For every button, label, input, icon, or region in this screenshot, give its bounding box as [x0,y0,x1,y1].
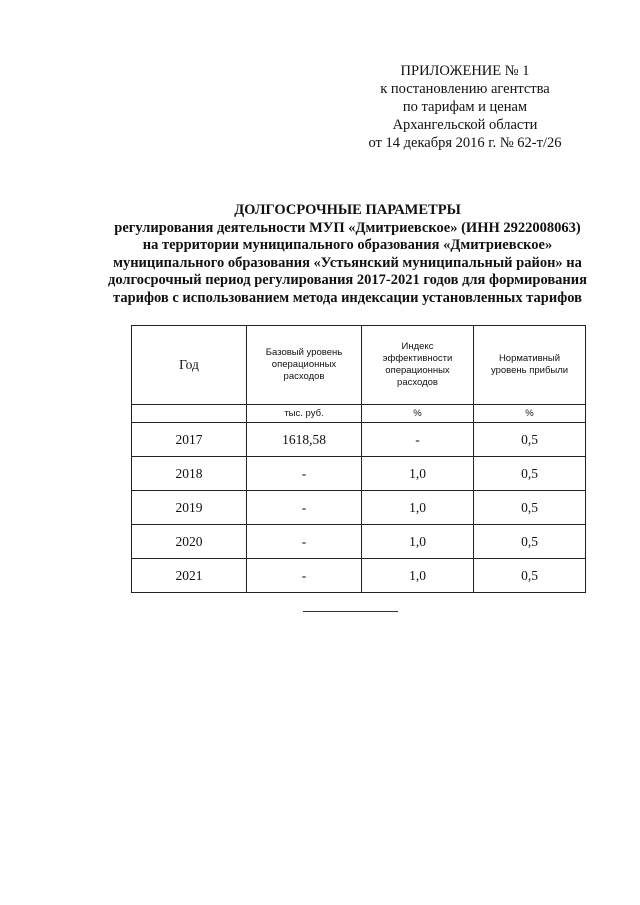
table-row [132,457,586,491]
header-text: расходов [397,377,438,388]
appendix-line: к постановлению агентства [380,81,550,97]
profit-level-cell: 0,5 [474,559,586,593]
table-header-row [132,326,586,405]
header-text: операционных [271,359,337,370]
table-row [132,525,586,559]
base-costs-cell: 1618,58 [247,423,362,457]
header-efficiency-index [362,326,474,405]
unit-cell: тыс. руб. [247,405,362,423]
table-row [132,559,586,593]
unit-cell: % [474,405,586,423]
header-text: Базовый уровень [265,347,343,358]
efficiency-index-cell: 1,0 [362,559,474,593]
efficiency-index-cell: 1,0 [362,525,474,559]
header-text: расходов [283,371,325,382]
parameters-table [131,325,586,593]
header-text: операционных [385,365,450,376]
appendix-block [330,62,600,152]
separator-line [303,611,398,612]
base-costs-cell: - [247,525,362,559]
profit-level-cell: 0,5 [474,423,586,457]
header-text: Индекс [401,341,434,352]
year-cell: 2017 [132,423,247,457]
table-units-row [132,405,586,423]
document-heading [75,202,620,307]
efficiency-index-cell: 1,0 [362,457,474,491]
header-text: уровень прибыли [490,365,569,376]
header-base-costs [247,326,362,405]
header-text: Нормативный [498,353,561,364]
profit-level-cell: 0,5 [474,491,586,525]
profit-level-cell: 0,5 [474,525,586,559]
heading-line: долгосрочный период регулирования 2017-2021 годов для формирования [108,272,587,288]
heading-line: на территории муниципального образования «Дмитриевское» [142,237,553,253]
base-costs-cell: - [247,457,362,491]
base-costs-cell: - [247,491,362,525]
profit-level-cell: 0,5 [474,457,586,491]
table-row [132,491,586,525]
appendix-line: Архангельской области [392,117,538,133]
header-year: Год [132,326,247,405]
appendix-date-line: от 14 декабря 2016 г. № 62-т/26 [368,135,562,151]
unit-cell [132,405,247,423]
base-costs-cell: - [247,559,362,593]
header-profit-level [474,326,586,405]
header-text: эффективности [382,353,453,364]
appendix-line: по тарифам и ценам [402,99,528,115]
heading-line: муниципального образования «Устьянский муниципальный район» на [113,254,582,271]
appendix-title: ПРИЛОЖЕНИЕ № 1 [400,63,530,79]
year-cell: 2018 [132,457,247,491]
heading-line: тарифов с использованием метода индексации установленных тарифов [113,289,582,306]
unit-cell: % [362,405,474,423]
year-cell: 2020 [132,525,247,559]
year-cell: 2019 [132,491,247,525]
year-cell: 2021 [132,559,247,593]
efficiency-index-cell: - [362,423,474,457]
heading-line: регулирования деятельности МУП «Дмитриевское» (ИНН 2922008063) [114,219,581,236]
heading-title: ДОЛГОСРОЧНЫЕ ПАРАМЕТРЫ [234,202,461,218]
table-row [132,423,586,457]
efficiency-index-cell: 1,0 [362,491,474,525]
